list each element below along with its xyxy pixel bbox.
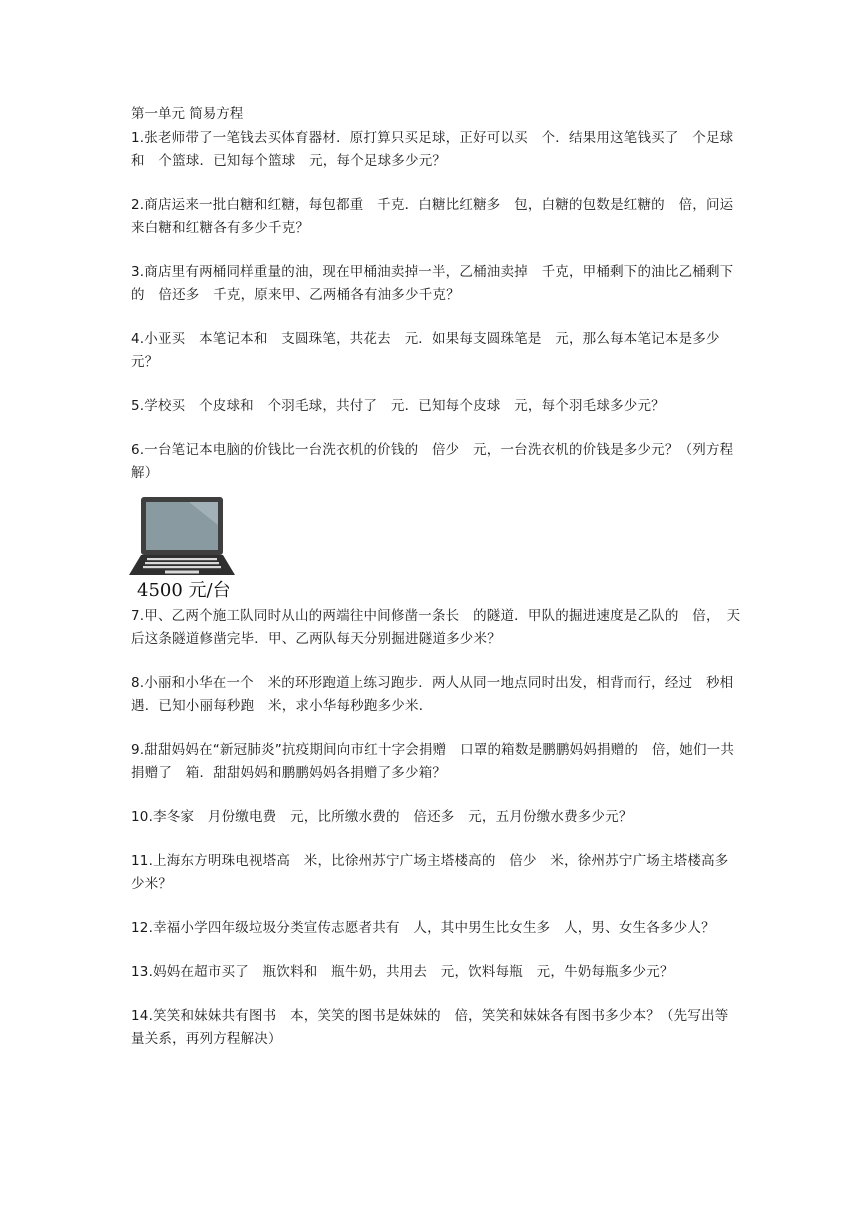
question-2: 2.商店运来一批白糖和红糖，每包都重 千克．白糖比红糖多 包，白糖的包数是红糖的 倍，问运来白糖和红糖各有多少千克？ (131, 197, 734, 236)
question-7: 7.甲、乙两个施工队同时从山的两端往中间修凿一条长 的隧道．甲队的掘进速度是乙队的 倍， 天后这条隧道修凿完毕．甲、乙两队每天分别掘进隧道多少米？ (131, 608, 741, 647)
question-11: 11.上海东方明珠电视塔高 米，比徐州苏宁广场主塔楼高的 倍少 米，徐州苏宁广场主塔楼高多少米？ (131, 853, 729, 892)
question-9: 9.甜甜妈妈在“新冠肺炎”抗疫期间向市红十字会捐赠 口罩的箱数是鹏鹏妈妈捐赠的 倍，她们一共捐赠了 箱．甜甜妈妈和鹏鹏妈妈各捐赠了多少箱？ (131, 742, 735, 781)
question-1: 1.张老师带了一笔钱去买体育器材．原打算只买足球，正好可以买 个．结果用这笔钱买了 个足球和 个篮球．已知每个篮球 元，每个足球多少元？ (131, 130, 734, 169)
laptop-figure (129, 495, 239, 579)
worksheet (131, 103, 741, 1072)
laptop-icon (129, 495, 237, 579)
question-3: 3.商店里有两桶同样重量的油，现在甲桶油卖掉一半，乙桶油卖掉 千克，甲桶剩下的油比乙桶剩下的 倍还多 千克，原来甲、乙两桶各有油多少千克？ (131, 264, 734, 303)
question-12: 12.幸福小学四年级垃圾分类宣传志愿者共有 人，其中男生比女生多 人，男、女生各多少人？ (131, 920, 715, 936)
question-13: 13.妈妈在超市买了 瓶饮料和 瓶牛奶，共用去 元，饮料每瓶 元，牛奶每瓶多少元？ (131, 964, 674, 980)
question-5: 5.学校买 个皮球和 个羽毛球，共付了 元．已知每个皮球 元，每个羽毛球多少元？ (131, 398, 665, 414)
price-label: 4500 元/台 (137, 580, 231, 601)
unit-title: 第一单元 简易方程 (131, 106, 244, 122)
question-6: 6.一台笔记本电脑的价钱比一台洗衣机的价钱的 倍少 元，一台洗衣机的价钱是多少元？（列方程解） (131, 442, 734, 481)
question-14: 14.笑笑和妹妹共有图书 本，笑笑的图书是妹妹的 倍，笑笑和妹妹各有图书多少本？（先写出等量关系，再列方程解决） (131, 1008, 729, 1047)
question-4: 4.小亚买 本笔记本和 支圆珠笔，共花去 元．如果每支圆珠笔是 元，那么每本笔记本是多少元？ (131, 331, 720, 370)
question-10: 10.李冬家 月份缴电费 元，比所缴水费的 倍还多 元，五月份缴水费多少元？ (131, 809, 633, 825)
question-8: 8.小丽和小华在一个 米的环形跑道上练习跑步．两人从同一地点同时出发，相背而行，经过 秒相遇．已知小丽每秒跑 米，求小华每秒跑多少米． (131, 675, 734, 714)
